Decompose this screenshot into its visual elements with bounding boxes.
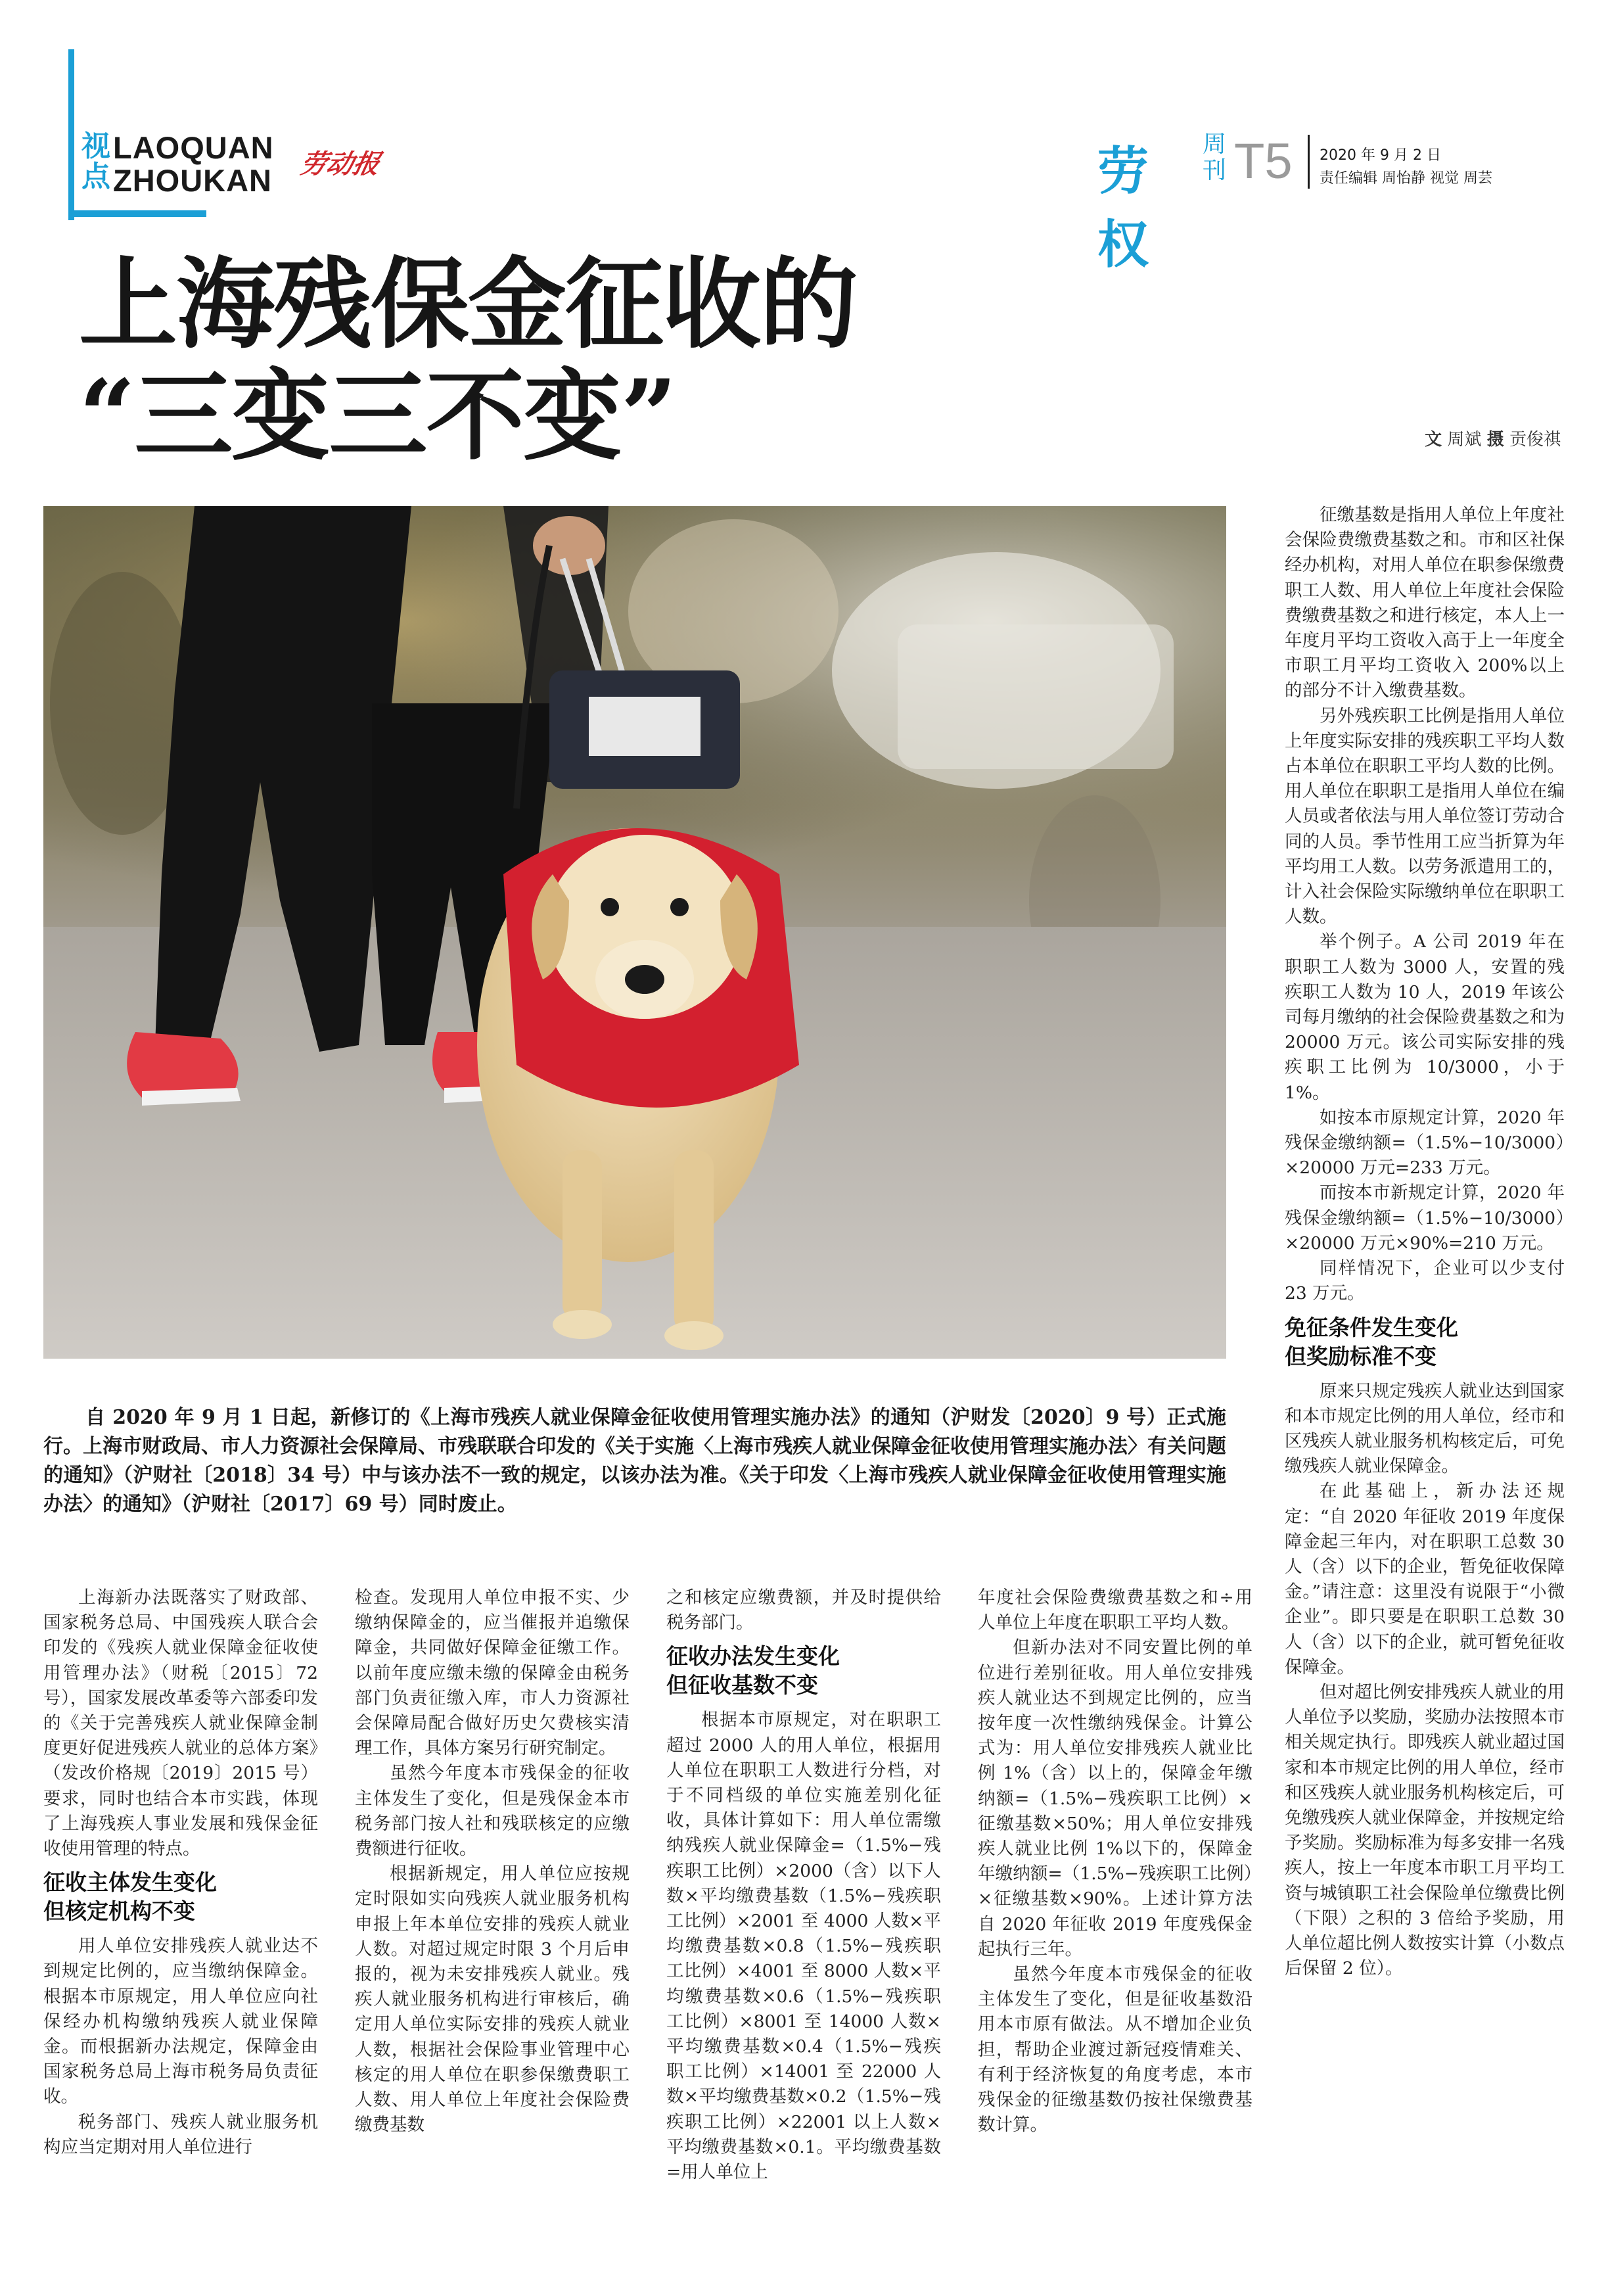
article-lead: 自 2020 年 9 月 1 日起，新修订的《上海市残疾人就业保障金征收使用管理实施办法》的通知（沪财发〔2020〕9 号）正式施行。上海市财政局、市人力资源社会保障局、市残联联合印发的《关于实施〈上海市残疾人就业保障金征收使用管理实施办法〉有关问题的通知》（沪财社〔2018〕34 号）中与该办法不一致的规定，以该办法为准。《关于印发〈上海市残疾人就业保障金征收使用管理实施办法〉的通知》（沪财社〔2017〕69 号）同时废止。 (43, 1406, 1226, 1516)
masthead-divider (1308, 135, 1310, 189)
masthead-weekly: 周刊 (1203, 131, 1227, 184)
subheading-2 (666, 1642, 941, 1700)
paragraph: 上海新办法既落实了财政部、国家税务总局、中国残疾人联合会印发的《残疾人就业保障金征收使用管理办法》（财税〔2015〕72 号），国家发展改革委等六部委印发的《关于完善残疾人就业保障金制度更好促进残疾人就业的总体方案》（发改价格规〔2019〕2015 号）要求，同时也结合本市实践，体现了上海残疾人事业发展和残保金征收使用管理的特点。 (43, 1587, 318, 1860)
body-column-4 (978, 1585, 1252, 2269)
guide-dog-photo (43, 506, 1226, 1359)
issue-date: 2020 年 9 月 2 日 (1320, 147, 1441, 164)
paragraph: 另外残疾职工比例是指用人单位上年度实际安排的残疾职工平均人数占本单位在职职工平均人数的比例。用人单位在职职工是指用人单位在编人员或者依法与用人单位签订劳动合同的人员。季节性用工应当折算为年平均用工人数。以劳务派遣用工的，计入社会保险实际缴纳单位在职职工人数。 (1285, 705, 1565, 927)
paragraph: 根据新规定，用人单位应按规定时限如实向残疾人就业服务机构申报上年本单位安排的残疾人就业人数。对超过规定时限 3 个月后申报的，视为未安排残疾人就业。残疾人就业服务机构进行审核后，确定用人单位实际安排的残疾人就业人数，根据社会保险事业管理中心核定的用人单位在职参保缴费职工人数、用人单位上年度社会保险费缴费基数 (355, 1863, 630, 2136)
subheading-1-line2: 但核定机构不变 (43, 1898, 195, 1925)
body-column-5 (1285, 503, 1565, 2271)
subheading-1 (43, 1868, 318, 1926)
paragraph: 之和核定应缴费额，并及时提供给税务部门。 (666, 1587, 941, 1633)
header-accent-bar (68, 49, 74, 220)
section-label: 视点 (81, 129, 110, 193)
byline-text-label: 文 (1425, 430, 1442, 450)
subheading-3-line1: 免征条件发生变化 (1285, 1314, 1458, 1340)
newspaper-logo: 劳动报 (297, 149, 383, 179)
paragraph: 但新办法对不同安置比例的单位进行差别征收。用人单位安排残疾人就业达不到规定比例的，应当按年度一次性缴纳残保金。计算公式为：用人单位安排残疾人就业比例 1%（含）以上的，保障金年缴纳额=（1.5%−残疾职工比例）×征缴基数×50%；用人单位安排残疾人就业比例 1%以下的，保障金年缴纳额=（1.5%−残疾职工比例）×征缴基数×90%。上述计算方法自 2020 年征收 2019 年度残保金起执行三年。 (978, 1637, 1252, 1959)
section-pinyin (113, 131, 274, 197)
paragraph: 检查。发现用人单位申报不实、少缴纳保障金的，应当催报并追缴保障金，共同做好保障金征缴工作。以前年度应缴未缴的保障金由税务部门负责征缴入库，市人力资源社会保障局配合做好历史欠费核实清理工作，具体方案另行研究制定。 (355, 1587, 630, 1759)
paragraph: 但对超比例安排残疾人就业的用人单位予以奖励，奖励办法按照本市相关规定执行。即残疾人就业超过国家和本市规定比例的用人单位，经市和区残疾人就业服务机构核定后，可免缴残疾人就业保障金，并按规定给予奖励。奖励标准为每多安排一名残疾人，按上一年度本市职工月平均工资与城镇职工社会保险单位缴费比例（下限）之积的 3 倍给予奖励，用人单位超比例人数按实计算（小数点后保留 2 位）。 (1285, 1681, 1565, 1979)
paragraph: 而按本市新规定计算，2020 年残保金缴纳额=（1.5%−10/3000）×20000 万元×90%=210 万元。 (1285, 1183, 1565, 1253)
paragraph: 虽然今年度本市残保金的征收主体发生了变化，但是残保金本市税务部门按人社和残联核定的应缴费额进行征收。 (355, 1763, 630, 1860)
pinyin-line2: ZHOUKAN (113, 163, 272, 198)
paragraph: 在此基础上，新办法还规定：“自 2020 年征收 2019 年度保障金起三年内，对在职职工总数 30 人（含）以下的企业，暂免征收保障金。”请注意：这里没有说限于“小微企业”。即只要是在职职工总数 30 人（含）以下的企业，就可暂免征收保障金。 (1285, 1481, 1565, 1677)
body-column-2 (355, 1585, 630, 2269)
masthead-title: 劳权 (1097, 142, 1147, 275)
article-headline (79, 248, 857, 472)
paragraph: 虽然今年度本市残保金的征收主体发生了变化，但是征收基数沿用本市原有做法。从不增加企业负担，帮助企业渡过新冠疫情难关、有利于经济恢复的角度考虑，本市残保金的征缴基数仍按社保缴费基数计算。 (978, 1964, 1252, 2136)
paragraph: 征缴基数是指用人单位上年度社会保险费缴费基数之和。市和区社保经办机构，对用人单位在职参保缴费职工人数、用人单位上年度社会保险费缴费基数之和进行核定，本人上一年度月平均工资收入高于上一年度全市职工月平均工资收入 200%以上的部分不计入缴费基数。 (1285, 505, 1565, 701)
paragraph: 原来只规定残疾人就业达到国家和本市规定比例的用人单位，经市和区残疾人就业服务机构核定后，可免缴残疾人就业保障金。 (1285, 1380, 1565, 1477)
subheading-2-line2: 但征收基数不变 (666, 1672, 818, 1699)
editor-credits: 责任编辑 周怡静 视觉 周芸 (1320, 170, 1492, 187)
headline-line2: “三变三不变” (79, 358, 676, 474)
body-column-3 (666, 1585, 941, 2269)
subheading-2-line1: 征收办法发生变化 (666, 1643, 840, 1670)
subheading-1-line1: 征收主体发生变化 (43, 1869, 217, 1896)
header-accent-bar-bottom (68, 210, 206, 217)
paragraph: 根据本市原规定，对在职职工超过 2000 人的用人单位，根据用人单位在职职工人数进行分档，对于不同档级的单位实施差别化征收，具体计算如下：用人单位需缴纳残疾人就业保障金=（1.5%−残疾职工比例）×2000（含）以下人数×平均缴费基数（1.5%−残疾职工比例）×2001 至 4000 人数×平均缴费基数×0.8（1.5%−残疾职工比例）×4001 至 8000 人数×平均缴费基数×0.6（1.5%−残疾职工比例）×8001 至 14000 人数×平均缴费基数×0.4（1.5%−残疾职工比例）×14001 至 22000 人数×平均缴费基数×0.2（1.5%−残疾职工比例）×22001 以上人数×平均缴费基数×0.1。平均缴费基数=用人单位上 (666, 1710, 941, 2183)
pinyin-line1: LAOQUAN (113, 130, 274, 165)
headline-line1: 上海残保金征收的 (79, 246, 858, 362)
byline-author: 周斌 (1447, 430, 1482, 450)
paragraph: 举个例子。A 公司 2019 年在职职工人数为 3000 人，安置的残疾职工人数为 10 人，2019 年该公司每月缴纳的社会保险费基数之和为 20000 万元。该公司实际安排的残疾职工比例为 10/3000，小于 1%。 (1285, 931, 1565, 1103)
byline-photo-label: 摄 (1486, 430, 1504, 450)
paragraph: 税务部门、残疾人就业服务机构应当定期对用人单位进行 (43, 2111, 318, 2157)
paragraph: 年度社会保险费缴费基数之和÷用人单位上年度在职职工平均人数。 (978, 1587, 1252, 1633)
article-photo (43, 506, 1226, 1359)
paragraph: 如按本市原规定计算，2020 年残保金缴纳额=（1.5%−10/3000）×20000 万元=233 万元。 (1285, 1107, 1565, 1179)
paragraph: 同样情况下，企业可以少支付 23 万元。 (1285, 1258, 1565, 1304)
subheading-3 (1285, 1313, 1565, 1371)
page-number: T5 (1234, 133, 1293, 189)
paragraph: 用人单位安排残疾人就业达不到规定比例的，应当缴纳保障金。根据本市原规定，用人单位应向社保经办机构缴纳残疾人就业保障金。而根据新办法规定，保障金由国家税务总局上海市税务局负责征收。 (43, 1936, 318, 2107)
byline-photographer: 贡俊祺 (1509, 430, 1561, 450)
subheading-3-line2: 但奖励标准不变 (1285, 1343, 1436, 1369)
body-column-1 (43, 1585, 318, 2269)
byline (1425, 426, 1561, 450)
